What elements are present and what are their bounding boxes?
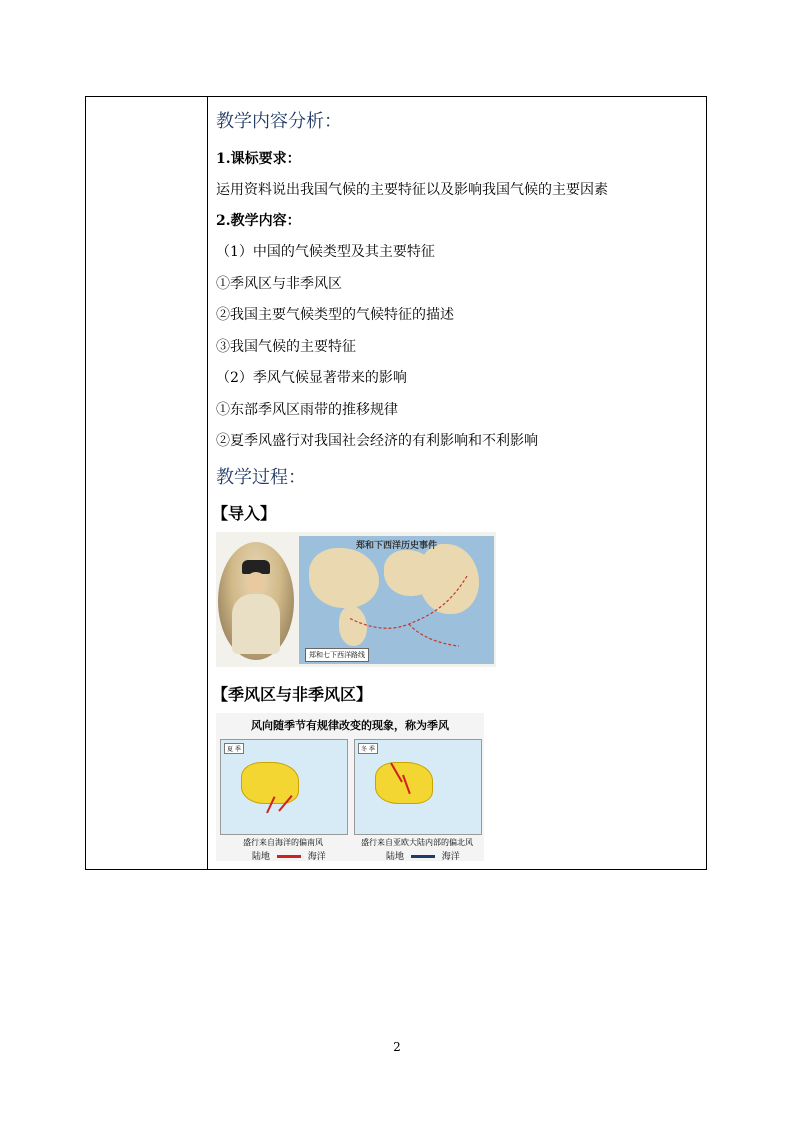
ocean-to-land-arrow-icon: [277, 855, 301, 858]
winter-legend: [386, 849, 460, 861]
section-title-process: 教学过程：: [216, 467, 306, 488]
land-label: 陆地: [252, 852, 271, 861]
summer-legend: [252, 849, 326, 861]
land-to-ocean-arrow-icon: [411, 855, 435, 858]
land-label: 陆地: [386, 852, 405, 861]
map-title: 郑和下西洋历史事件: [355, 541, 437, 551]
zhenghe-portrait: [218, 542, 294, 660]
section-title-analysis: 教学内容分析：: [216, 111, 342, 132]
voyage-route-map: [299, 536, 494, 664]
requirement-text: 运用资料说出我国气候的主要特征以及影响我国气候的主要因素: [216, 182, 608, 198]
zhenghe-figure: [216, 532, 496, 667]
ocean-label: 海洋: [441, 852, 460, 861]
summer-caption: 盛行来自海洋的偏南风: [243, 838, 323, 847]
lesson-table: [85, 96, 707, 870]
content-item: ②我国主要气候类型的气候特征的描述: [216, 307, 454, 323]
winter-monsoon-map: [354, 739, 482, 835]
summer-label: 夏 季: [224, 743, 244, 754]
map-caption: 郑和七下西洋路线: [305, 648, 369, 662]
monsoon-heading: 【季风区与非季风区】: [212, 685, 373, 704]
content-item: ①东部季风区雨带的推移规律: [216, 402, 398, 418]
monsoon-figure: [216, 713, 484, 861]
ocean-label: 海洋: [307, 852, 326, 861]
monsoon-figure-title: 风向随季节有规律改变的现象，称为季风: [251, 719, 449, 732]
content-heading: 2.教学内容：: [216, 213, 301, 229]
voyage-route-line: [299, 536, 494, 664]
content-item: ③我国气候的主要特征: [216, 339, 356, 355]
content-item: ②夏季风盛行对我国社会经济的有利影响和不利影响: [216, 433, 538, 449]
intro-heading: 【导入】: [212, 504, 277, 523]
content-item: ①季风区与非季风区: [216, 276, 342, 292]
winter-label: 冬 季: [358, 743, 378, 754]
content-item: （2）季风气候显著带来的影响: [216, 370, 407, 386]
column-divider: [207, 97, 208, 869]
summer-monsoon-map: [220, 739, 348, 835]
winter-caption: 盛行来自亚欧大陆内部的偏北风: [361, 838, 473, 847]
content-item: （1）中国的气候类型及其主要特征: [216, 244, 435, 260]
requirement-heading: 1.课标要求：: [216, 151, 301, 167]
page-number: 2: [393, 1040, 401, 1054]
